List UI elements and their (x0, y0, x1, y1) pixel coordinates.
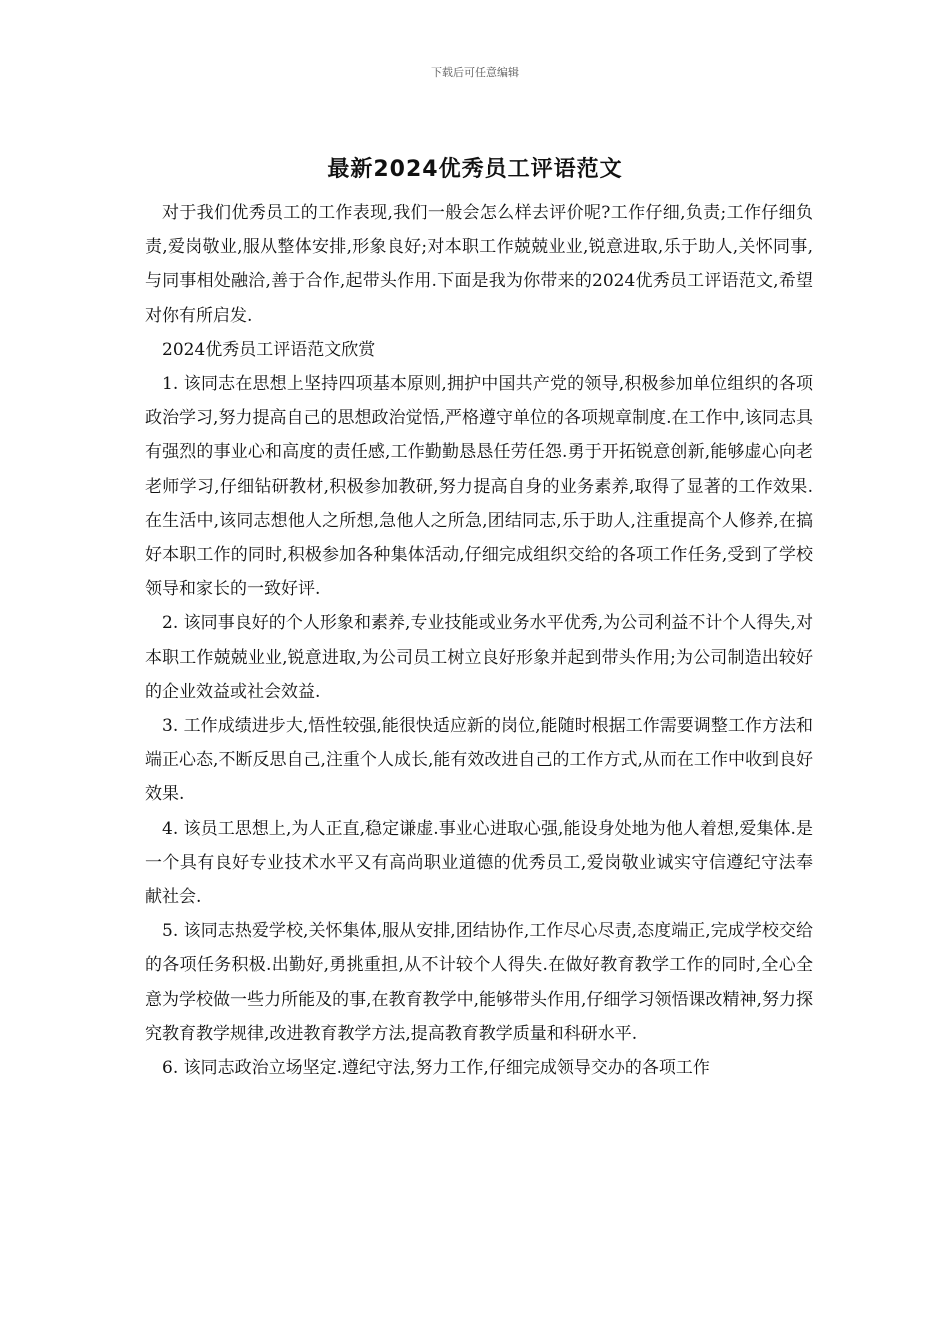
list-item: 1. 该同志在思想上坚持四项基本原则,拥护中国共产党的领导,积极参加单位组织的各项政治学习,努力提高自己的思想政治觉悟,严格遵守单位的各项规章制度.在工作中,该同志具有强烈的事业心和高度的责任感,工作勤勤恳恳任劳任怨.勇于开拓锐意创新,能够虚心向老老师学习,仔细钻研教材,积极参加教研,努力提高自身的业务素养,取得了显著的工作效果.在生活中,该同志想他人之所想,急他人之所急,团结同志,乐于助人,注重提高个人修养,在搞好本职工作的同时,积极参加各种集体活动,仔细完成组织交给的各项工作任务,受到了学校领导和家长的一致好评. (145, 374, 813, 600)
list-item: 5. 该同志热爱学校,关怀集体,服从安排,团结协作,工作尽心尽责,态度端正,完成学校交给的各项任务积极.出勤好,勇挑重担,从不计较个人得失.在做好教育教学工作的同时,全心全意为学校做一些力所能及的事,在教育教学中,能够带头作用,仔细学习领悟课改精神,努力探究教育教学规律,改进教育教学方法,提高教育教学质量和科研水平. (145, 921, 813, 1044)
section-subheading: 2024优秀员工评语范文欣赏 (162, 339, 376, 360)
list-item: 6. 该同志政治立场坚定.遵纪守法,努力工作,仔细完成领导交办的各项工作 (162, 1058, 710, 1079)
header-note: 下载后可任意编辑 (431, 66, 519, 79)
document-title: 最新2024优秀员工评语范文 (327, 157, 623, 182)
list-item: 3. 工作成绩进步大,悟性较强,能很快适应新的岗位,能随时根据工作需要调整工作方法和端正心态,不断反思自己,注重个人成长,能有效改进自己的工作方式,从而在工作中收到良好效果. (145, 716, 813, 805)
list-item: 4. 该员工思想上,为人正直,稳定谦虚.事业心进取心强,能设身处地为他人着想,爱集体.是一个具有良好专业技术水平又有高尚职业道德的优秀员工,爱岗敬业诚实守信遵纪守法奉献社会. (145, 818, 813, 908)
list-item: 2. 该同事良好的个人形象和素养,专业技能或业务水平优秀,为公司利益不计个人得失,对本职工作兢兢业业,锐意进取,为公司员工树立良好形象并起到带头作用;为公司制造出较好的企业效益或社会效益. (145, 613, 813, 702)
intro-paragraph: 对于我们优秀员工的工作表现,我们一般会怎么样去评价呢?工作仔细,负责;工作仔细负责,爱岗敬业,服从整体安排,形象良好;对本职工作兢兢业业,锐意进取,乐于助人,关怀同事,与同事相处融洽,善于合作,起带头作用.下面是我为你带来的2024优秀员工评语范文,希望对你有所启发. (145, 203, 813, 326)
document-body (145, 196, 813, 1085)
